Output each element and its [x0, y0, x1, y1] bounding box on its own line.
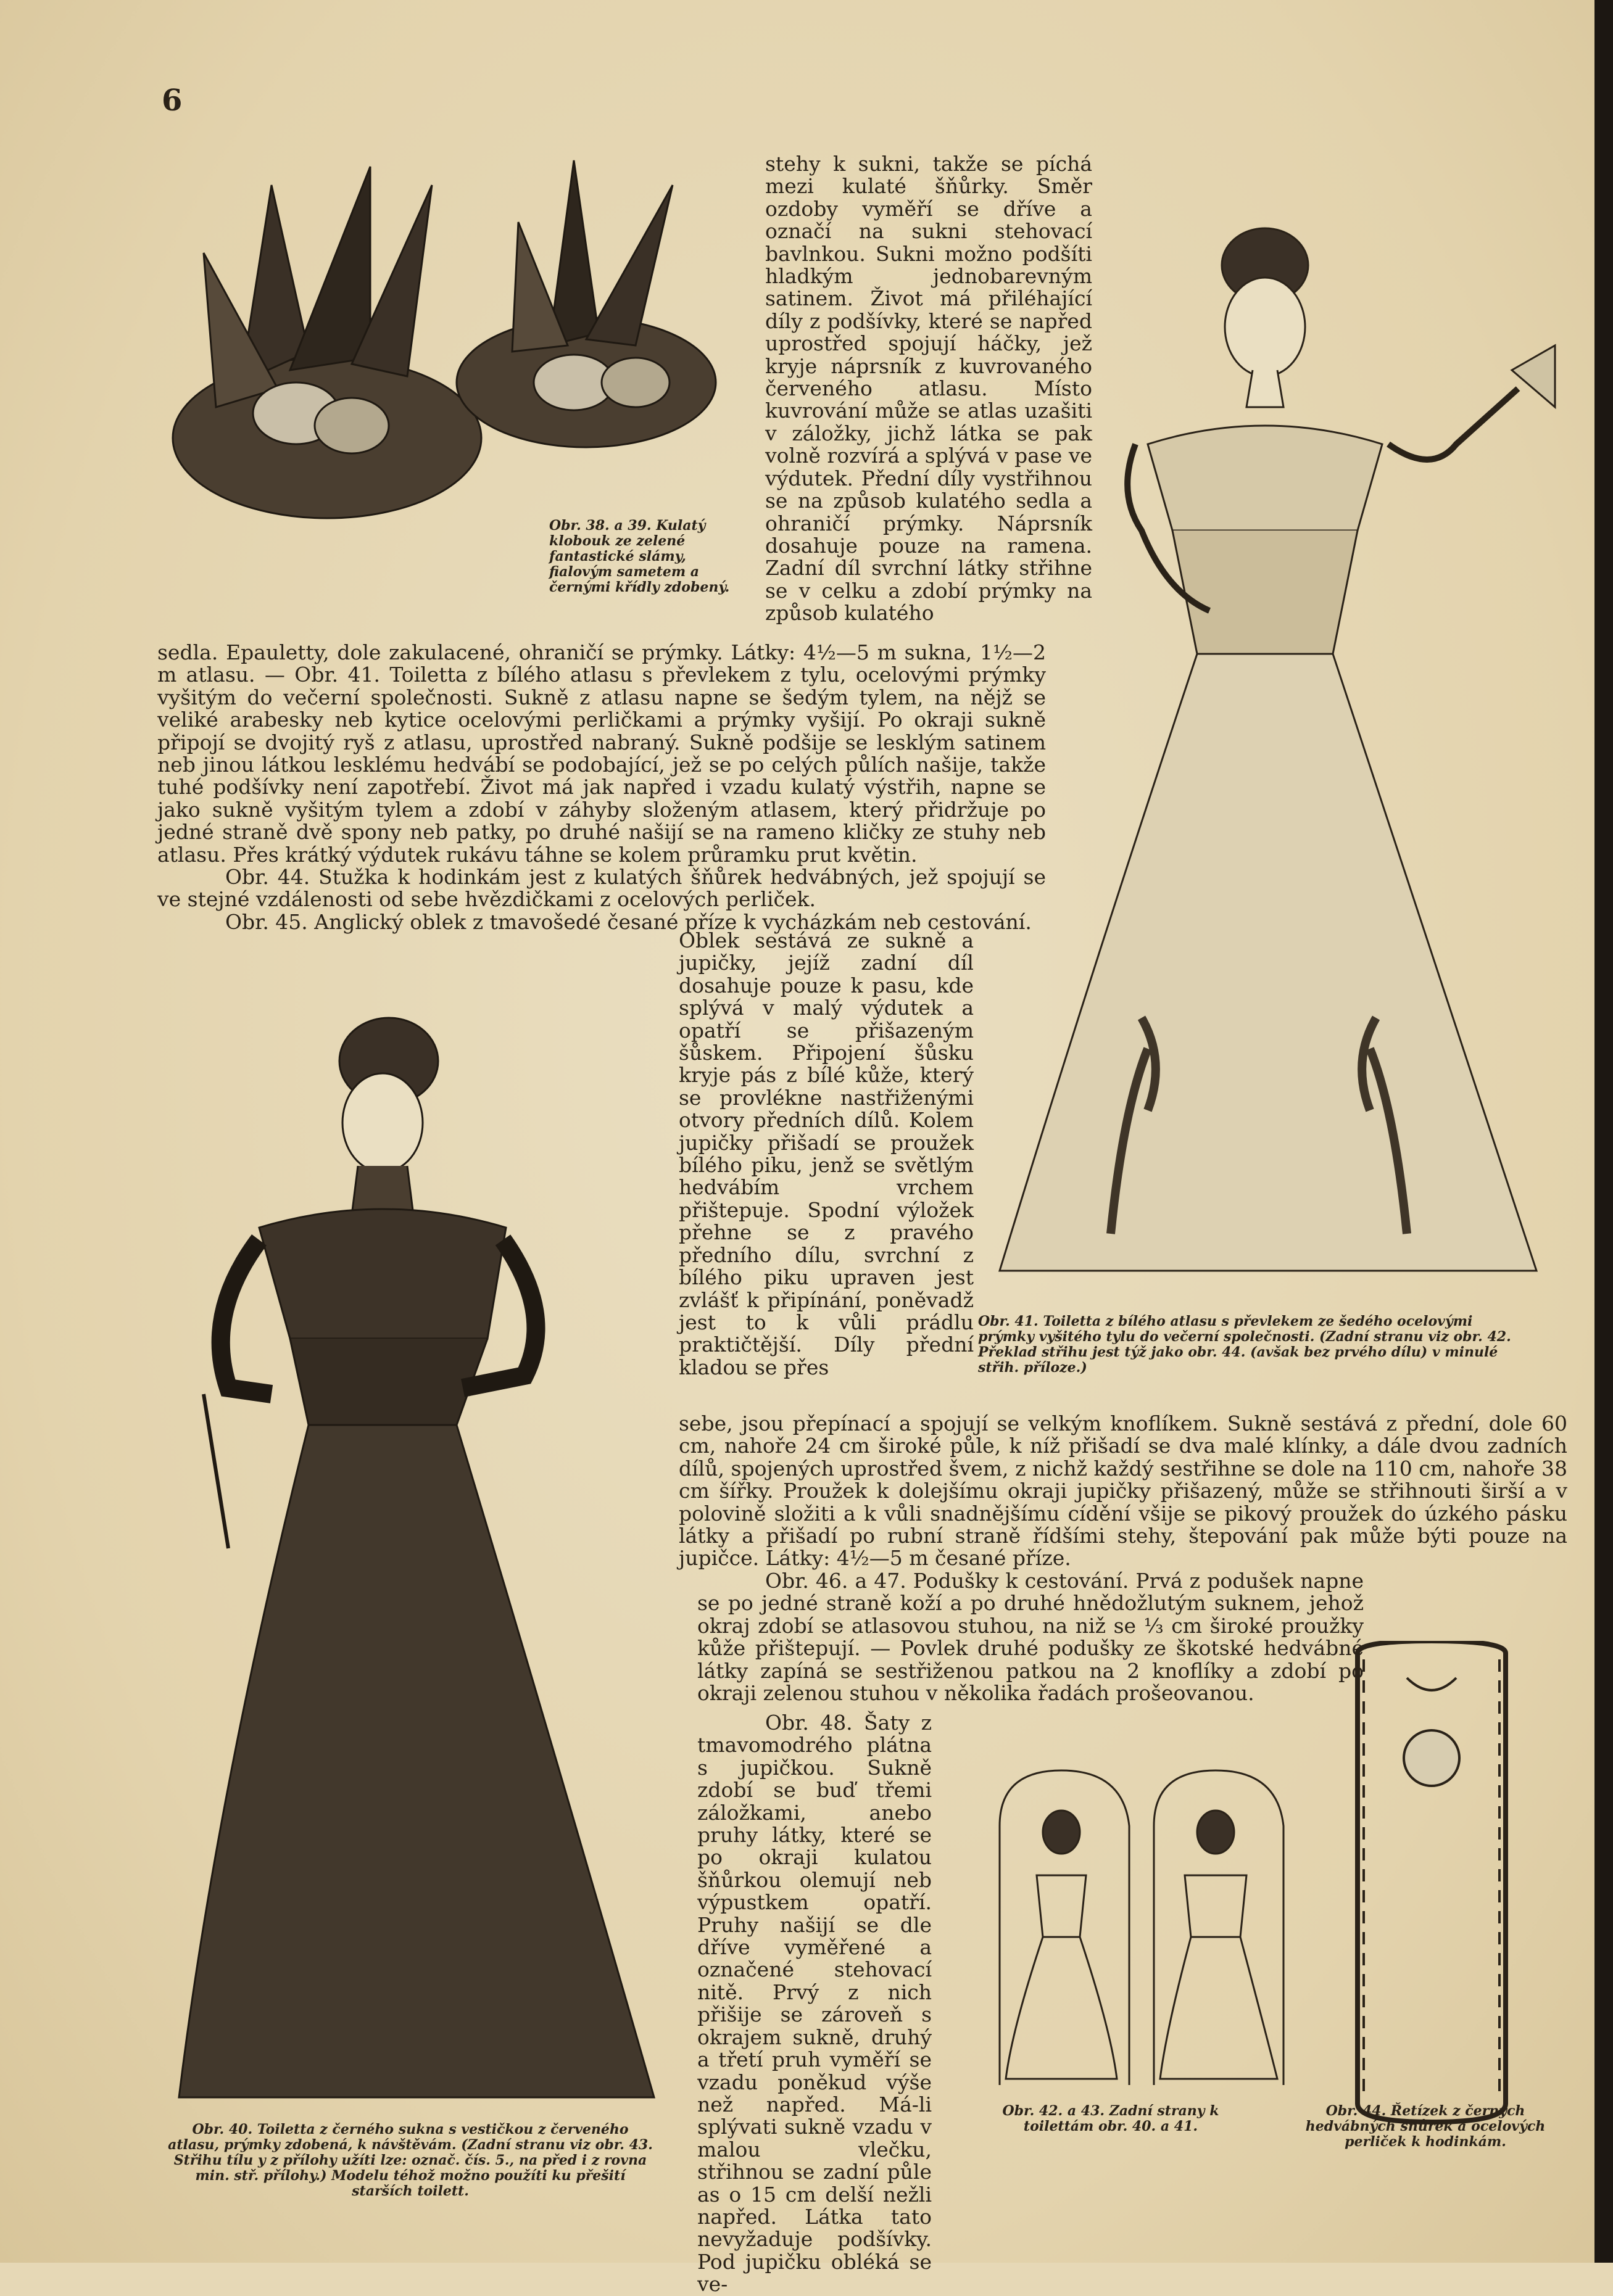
- caption-fig-38-39: Obr. 38. a 39. Kulatý klobouk ze zelené fantastické slámy, fialovým sametem a černými křídly zdobený.: [549, 518, 730, 595]
- paragraph-fig-41: sedla. Epauletty, dole zakulacené, ohraničí se prýmky. Látky: 4½—5 m sukna, 1½—2 m atlasu. — Obr. 41. Toiletta z bílého atlasu s převlekem z tylu, ocelovými prýmky vyšitým do večerní společnosti. Sukně z atlasu napne se šedým tylem, na nějž se veliké arabesky neb kytice ocelovými perličkami a prýmky vyšijí. Po okraji sukně připojí se dvojitý ryš z atlasu, uprostřed nabraný. Sukně podšije se lesklým satinem neb jinou látkou lesklému hedvábí se podobající, jež se po celých půlích našije, takže tuhé podšívky není zapotřebí. Život má jak napřed i vzadu kulatý výstřih, napne se jako sukně vyšitým tylem a zdobí v záhyby složeným atlasem, který přidržuje po jedné straně dvě spony neb patky, po druhé našijí se na rameno kličky ze stuhy neb atlasu. Přes krátký výdutek rukávu táhne se kolem průramku prut květin.: [157, 640, 1046, 867]
- caption-fig-44: Obr. 44. Řetízek z černých hedvábných šňůrek a ocelových perliček k hodinkám.: [1305, 2103, 1546, 2150]
- walking-dress-illustration: [167, 993, 673, 2116]
- chain-drawing: [1333, 1641, 1530, 2128]
- text-block-wide-1: [157, 642, 1046, 933]
- walking-dress-drawing: [167, 993, 673, 2116]
- caption-fig-41: Obr. 41. Toiletta z bílého atlasu s převlekem ze šedého ocelovými prýmky vyšitého tylu do večerní společnosti. (Zadní stranu viz obr. 42. Překlad střihu jest týž jako obr. 44. (avšak bez prvého dílu) v minulé střih. příloze.): [978, 1313, 1511, 1376]
- text-column-bottom: [697, 1712, 932, 2296]
- text-block-wide-2: [679, 1413, 1567, 1570]
- paragraph-fig-45: Obr. 45. Anglický oblek z tmavošedé česané příze k vycházkám neb cestování.: [225, 909, 1032, 934]
- paragraph-fig-46-47: Obr. 46. a 47. Podušky k cestování. Prvá z podušek napne se po jedné straně koží a po druhé hnědožlutým suknem, jehož okraj zdobí se atlasovou stuhou, na niž se ⅓ cm široké proužky kůže přištepují. — Povlek druhé podušky ze škotské hedvábné látky zapíná se sestřiženou patkou na 2 knoflíky a zdobí po okraji zelenou stuhou v několika řadách prošeovanou.: [697, 1569, 1364, 1706]
- back-views-drawing: [987, 1752, 1296, 2097]
- caption-fig-42-43: Obr. 42. a 43. Zadní strany k toilettám obr. 40. a 41.: [1002, 2103, 1219, 2134]
- text-column-middle: Oblek sestává ze sukně a jupičky, jejíž zadní díl dosahuje pouze k pasu, kde splývá v malý výdutek a opatří se přišazeným šůskem. Připojení šůsku kryje pás z bílé kůže, který se provlékne nastřiženými otvory předních dílů. Kolem jupičky přišadí se proužek bílého piku, jenž se světlým hedvábím vrchem přištepuje. Spodní výložek přehne se z pravého předního dílu, svrchní z bílého piku upraven jest zvlášť k připínání, poněvadž jest to k vůli prádlu praktičtější. Díly přední kladou se přes: [679, 928, 974, 1379]
- back-views-illustration: [987, 1752, 1296, 2097]
- chain-illustration: [1333, 1641, 1530, 2128]
- evening-dress-drawing: [963, 185, 1567, 1302]
- page-number: 6: [162, 83, 183, 118]
- text-column-top: stehy k sukni, takže se píchá mezi kulaté šňůrky. Směr ozdoby vyměří se dříve a označí na sukni stehovací bavlnkou. Sukni možno podšíti hladkým jednobarevným satinem. Život má přiléhající díly z podšívky, které se napřed uprostřed spojují háčky, jež kryje náprsník z kuvrovaného červeného atlasu. Místo kuvrování může se atlas uzašiti v záložky, jichž látka se pak volně rozvírá a splývá v pase ve výdutek. Přední díly vystřihnou se na způsob kulatého sedla a ohraničí prýmky. Náprsník dosahuje pouze na ramena. Zadní díl svrchní látky střihne se v celku a zdobí prýmky na způsob kulatého: [765, 152, 1092, 626]
- page-edge-shadow: [1594, 0, 1613, 2263]
- hats-illustration: [167, 148, 756, 524]
- caption-fig-40: Obr. 40. Toiletta z černého sukna s vestičkou z červeného atlasu, prýmky zdobená, k návštěvám. (Zadní stranu viz obr. 43. Střihu tílu y z přílohy užíti lze: označ. čís. 5., na před i z rovna min. stř. přílohy.) Modelu téhož možno použíti ku přešití starších toilett.: [168, 2121, 653, 2199]
- paragraph-fig-48: Obr. 48. Šaty z tmavomodrého plátna s jupičkou. Sukně zdobí se buď třemi záložkami, anebo pruhy látky, které se po okraji kulatou šňůrkou olemují neb výpustkem opatří. Pruhy našijí se dle dříve vyměřené a označené stehovací nitě. Prvý z nich přišije se zároveň s okrajem sukně, druhý a třetí pruh vyměří se vzadu poněkud výše než napřed. Má-li splývati sukně vzadu v malou vlečku, střihnou se zadní půle as o 15 cm delší nežli napřed. Látka tato nevyžaduje podšívky. Pod jupičku obléká se ve-: [697, 1711, 932, 2296]
- paragraph-fig-44: Obr. 44. Stužka k hodinkám jest z kulatých šňůrek hedvábných, jež spojují se ve stejné vzdálenosti od sebe hvězdičkami z ocelových perliček.: [157, 865, 1046, 912]
- evening-dress-illustration: [963, 185, 1567, 1302]
- text-block-wide-3: [697, 1570, 1364, 1704]
- paragraph-skirt: sebe, jsou přepínací a spojují se velkým knoflíkem. Sukně sestává z přední, dole 60 cm, nahoře 24 cm široké půle, k níž přišadí se dva malé klínky, a dále dvou zadních dílů, spojených uprostřed švem, z nichž každý sestřihne se dole na 110 cm, nahoře 38 cm šířky. Proužek k dolejšímu okraji jupičky přišazený, může se střihnouti širší a v polovině složiti a k vůli snadnějšímu cídění všije se pikový proužek do úzkého pásku látky a přišadí po rubní straně řídšími stehy, štepování pak může býti pouze na jupičce. Látky: 4½—5 m česané příze.: [679, 1411, 1567, 1571]
- hats-drawing: [167, 148, 756, 524]
